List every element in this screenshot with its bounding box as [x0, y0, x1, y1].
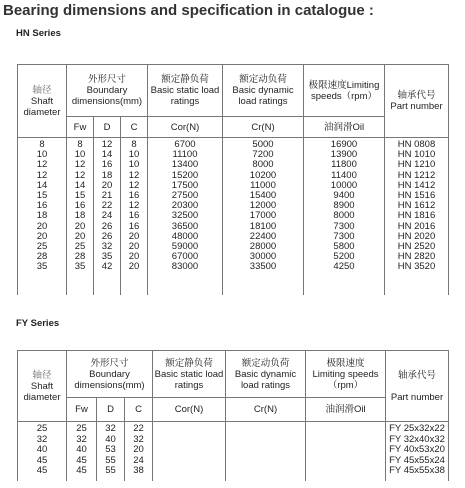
table-cell: 12	[36, 169, 48, 181]
table-cell: 20	[128, 261, 140, 273]
table-cell: HN 1010	[397, 149, 436, 161]
table-cell: 35	[101, 251, 113, 263]
table-cell: 35	[36, 261, 48, 273]
table-cell: HN 1210	[397, 159, 436, 171]
table-cell: HN 0808	[397, 139, 436, 150]
shaft-header: 轴径 Shaft diameter	[18, 65, 67, 138]
fy-series-table	[17, 350, 449, 481]
table-cell: 25	[74, 240, 86, 252]
d-column	[94, 138, 121, 295]
table-cell: 12	[128, 179, 140, 191]
table-cell: 45	[36, 465, 48, 476]
table-cell: 8	[77, 139, 83, 150]
table-cell: 20	[36, 220, 48, 232]
table-cell: 15	[74, 189, 86, 201]
table-cell: FY 32x40x32	[389, 433, 445, 445]
table-cell: 20300	[171, 200, 199, 212]
table-cell: 11000	[250, 179, 276, 191]
shaft-column	[18, 138, 67, 295]
table-cell: 45	[36, 454, 48, 466]
table-cell: 36500	[171, 220, 199, 232]
table-cell: 8000	[333, 210, 355, 222]
table-cell: HN 1516	[397, 189, 436, 201]
fy-series-label: FY Series	[16, 318, 60, 329]
table-cell: 7300	[333, 230, 355, 242]
table-cell: 7300	[333, 220, 355, 232]
table-cell: FY 45x55x38	[389, 465, 445, 476]
table-cell: 12	[36, 159, 48, 171]
table-cell: 59000	[171, 240, 199, 252]
d-column	[97, 422, 125, 481]
table-cell: HN 1816	[397, 210, 436, 222]
table-cell: 45	[76, 454, 87, 466]
dynamic-load-header: 额定动负荷 Basic dynamic load ratings	[226, 351, 306, 398]
hn-series-label: HN Series	[16, 28, 61, 39]
table-cell: 40	[36, 444, 48, 455]
dimensions-header: 外形尺寸 Boundary dimensions(mm)	[67, 351, 153, 398]
table-cell: 14	[101, 149, 113, 161]
shaft-header: 轴径 Shaft diameter	[18, 351, 67, 422]
table-cell: 21	[101, 189, 113, 201]
table-cell: 40	[76, 444, 87, 455]
table-cell: 16	[128, 220, 140, 232]
cr-header: Cr(N)	[223, 117, 304, 138]
table-cell: 20	[74, 220, 86, 232]
table-cell: 42	[101, 261, 113, 273]
cr-header: Cr(N)	[226, 398, 306, 422]
table-cell: 28	[74, 251, 86, 263]
shaft-column	[18, 422, 67, 481]
table-cell: 55	[105, 454, 116, 466]
table-cell: 32	[36, 433, 48, 445]
table-cell: FY 25x32x22	[389, 423, 445, 434]
dynamic-load-header: 额定动负荷 Basic dynamic load ratings	[223, 65, 304, 117]
table-cell: 20	[128, 251, 140, 263]
table-cell: 13900	[330, 149, 358, 161]
table-cell: HN 2016	[397, 220, 436, 232]
table-cell: 26	[101, 230, 113, 242]
cor-header: Cor(N)	[153, 398, 226, 422]
table-cell: 10200	[249, 169, 277, 181]
table-cell: 18100	[249, 220, 277, 232]
table-cell: 20	[101, 179, 113, 191]
table-cell: 24	[133, 454, 144, 466]
table-cell: 14	[36, 179, 48, 191]
table-cell: 16	[36, 200, 48, 212]
table-cell: 10000	[330, 179, 358, 191]
oil-column	[304, 138, 385, 295]
fw-header: Fw	[67, 117, 94, 138]
table-cell: HN 2820	[397, 251, 436, 263]
table-cell: 32500	[171, 210, 199, 222]
table-cell: 8	[39, 139, 45, 150]
oil-column	[306, 422, 386, 481]
d-header: D	[97, 398, 125, 422]
table-cell: 55	[105, 465, 116, 476]
dimensions-header: 外形尺寸 Boundary dimensions(mm)	[67, 65, 148, 117]
cor-column	[153, 422, 226, 481]
table-cell: 8900	[333, 200, 355, 212]
table-cell: 10	[36, 149, 48, 161]
table-cell: 22400	[249, 230, 277, 242]
part-number-header: 轴承代号 Part number	[385, 65, 449, 138]
table-cell: 11100	[172, 149, 198, 161]
table-cell: FY 40x53x20	[389, 444, 445, 455]
oil-header: 油润滑Oil	[304, 117, 385, 138]
table-cell: 15200	[171, 169, 199, 181]
table-cell: 20	[128, 240, 140, 252]
c-header: C	[121, 117, 148, 138]
table-cell: 38	[133, 465, 144, 476]
c-column	[125, 422, 153, 481]
table-cell: 13400	[171, 159, 199, 171]
table-cell: 10	[128, 159, 140, 171]
cor-column	[148, 138, 223, 295]
static-load-header: 额定静负荷 Basic static load ratings	[153, 351, 226, 398]
table-cell: 12	[74, 159, 86, 171]
table-cell: 5000	[252, 139, 274, 150]
table-cell: 10	[128, 149, 140, 161]
cr-column	[223, 138, 304, 295]
table-cell: 20	[36, 230, 48, 242]
d-header: D	[94, 117, 121, 138]
table-cell: 11800	[331, 159, 357, 171]
table-cell: 48000	[171, 230, 199, 242]
table-cell: 45	[76, 465, 87, 476]
table-cell: 16	[128, 210, 140, 222]
table-cell: 67000	[171, 251, 199, 263]
fw-column	[67, 138, 94, 295]
table-cell: 17500	[171, 179, 199, 191]
table-cell: 5800	[333, 240, 355, 252]
part-number-column	[386, 422, 449, 481]
table-cell: HN 1412	[397, 179, 436, 191]
c-column	[121, 138, 148, 295]
table-cell: 22	[133, 423, 144, 434]
static-load-header: 额定静负荷 Basic static load ratings	[148, 65, 223, 117]
table-cell: 10	[74, 149, 86, 161]
table-cell: HN 1612	[397, 200, 436, 212]
table-cell: 16	[74, 200, 86, 212]
table-cell: 53	[105, 444, 116, 455]
table-cell: 28000	[249, 240, 277, 252]
table-cell: HN 1212	[397, 169, 436, 181]
table-cell: 5200	[333, 251, 355, 263]
table-cell: 8000	[252, 159, 274, 171]
table-cell: 32	[133, 433, 144, 445]
table-cell: 32	[101, 240, 113, 252]
table-cell: 32	[76, 433, 87, 445]
table-cell: 25	[76, 423, 87, 434]
page-title: Bearing dimensions and specification in catalogue :	[3, 2, 374, 19]
table-cell: 20	[74, 230, 86, 242]
table-cell: 26	[101, 220, 113, 232]
table-cell: 9400	[333, 189, 355, 201]
table-cell: 18	[101, 169, 113, 181]
table-cell: 14	[74, 179, 86, 191]
speed-header: 极限速度Limiting speeds（rpm）	[304, 65, 385, 117]
table-cell: 18	[74, 210, 86, 222]
table-cell: 12000	[249, 200, 277, 212]
table-cell: 18	[36, 210, 48, 222]
table-cell: 4250	[333, 261, 355, 273]
table-cell: FY 45x55x24	[389, 454, 445, 466]
table-cell: HN 2520	[397, 240, 436, 252]
table-cell: 6700	[174, 139, 196, 150]
table-cell: 32	[105, 423, 116, 434]
table-cell: 12	[128, 200, 140, 212]
table-cell: 12	[101, 139, 113, 150]
speed-header: 极限速度 Limiting speeds（rpm）	[306, 351, 386, 398]
cor-header: Cor(N)	[148, 117, 223, 138]
table-cell: 35	[74, 261, 86, 273]
table-cell: 20	[128, 230, 140, 242]
fw-column	[67, 422, 97, 481]
part-number-header: 轴承代号 Part number	[386, 351, 449, 422]
cr-column	[226, 422, 306, 481]
table-cell: 40	[105, 433, 116, 445]
table-cell: 16	[101, 159, 113, 171]
table-cell: 12	[128, 169, 140, 181]
table-cell: 83000	[171, 261, 199, 273]
table-cell: 25	[36, 423, 48, 434]
table-cell: 15400	[249, 189, 277, 201]
table-cell: 16900	[330, 139, 358, 150]
table-cell: 17000	[249, 210, 277, 222]
table-cell: 24	[101, 210, 113, 222]
fw-header: Fw	[67, 398, 97, 422]
table-cell: 20	[133, 444, 144, 455]
c-header: C	[125, 398, 153, 422]
table-cell: 28	[36, 251, 48, 263]
table-cell: 7200	[252, 149, 274, 161]
table-cell: 22	[101, 200, 113, 212]
oil-header: 油润滑Oil	[306, 398, 386, 422]
table-cell: 15	[36, 189, 48, 201]
table-cell: 16	[128, 189, 140, 201]
table-cell: 8	[131, 139, 137, 150]
hn-series-table	[17, 64, 449, 295]
table-cell: 12	[74, 169, 86, 181]
table-cell: HN 3520	[397, 261, 436, 273]
table-cell: 25	[36, 240, 48, 252]
table-cell: HN 2020	[397, 230, 436, 242]
table-cell: 27500	[171, 189, 199, 201]
table-cell: 33500	[249, 261, 277, 273]
part-number-column	[385, 138, 449, 295]
table-cell: 11400	[331, 169, 357, 181]
table-cell: 30000	[249, 251, 277, 263]
